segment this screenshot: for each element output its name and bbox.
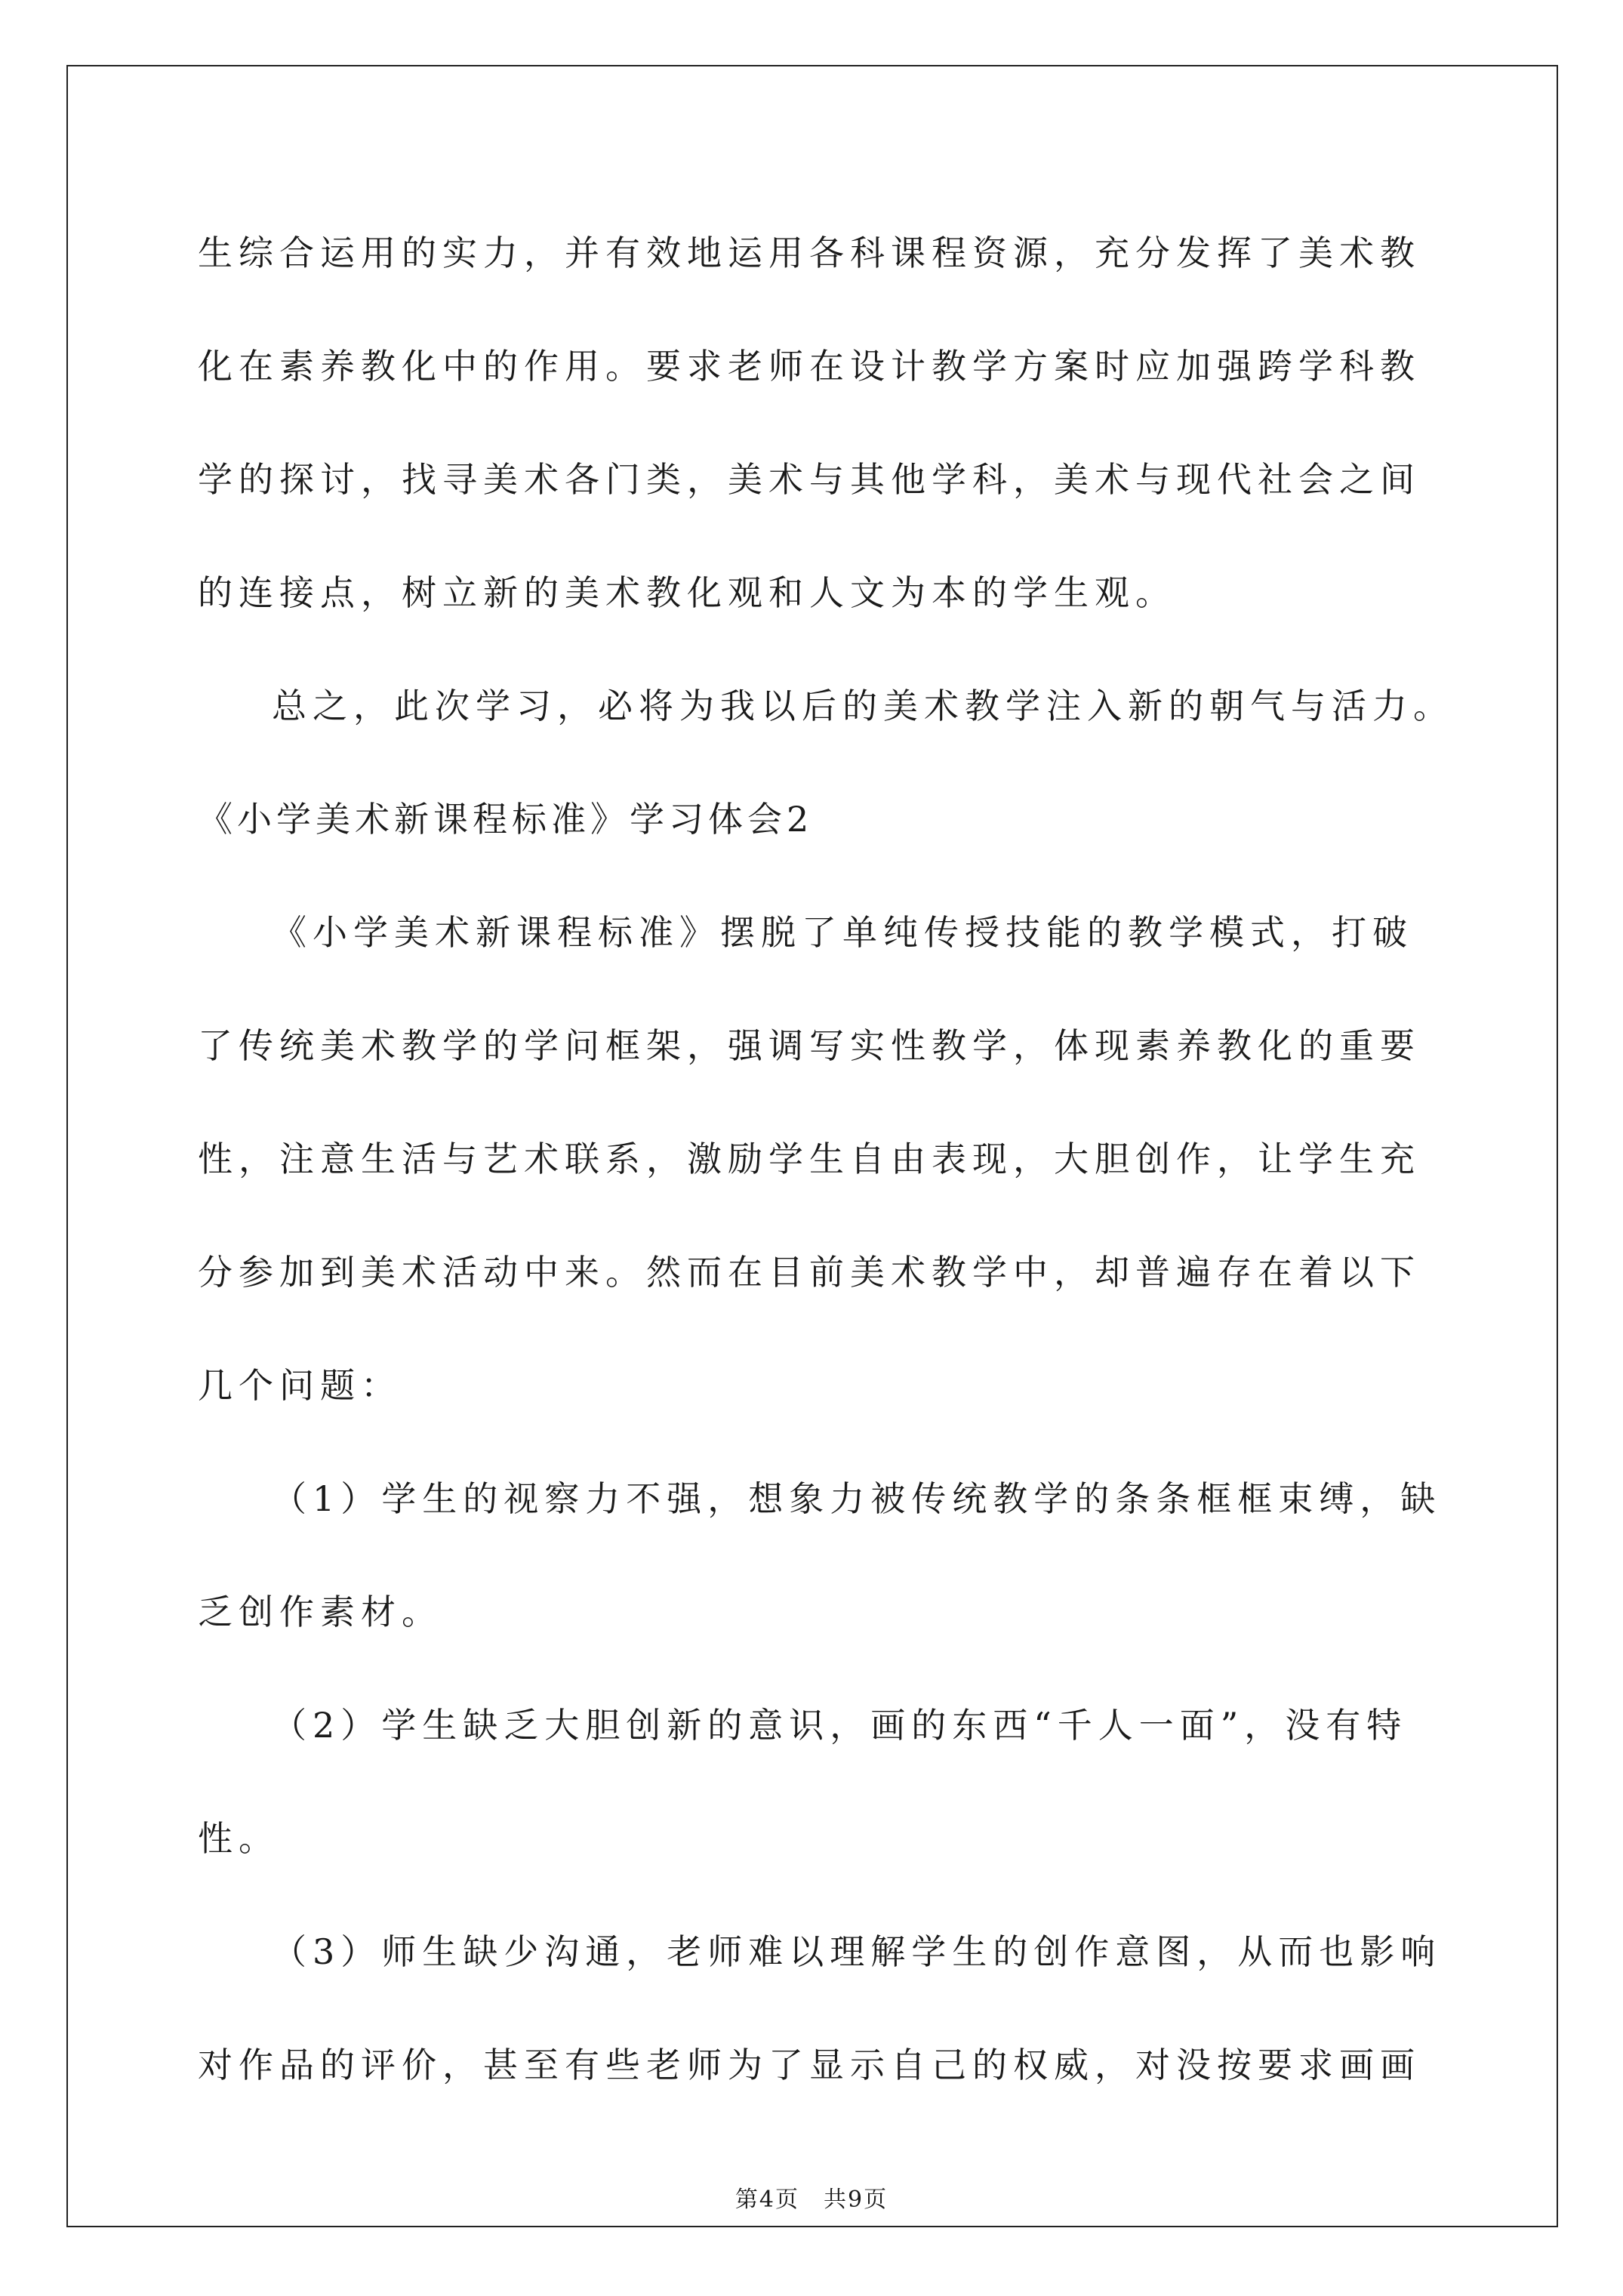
body-line-8: 了传统美术教学的学问框架，强调写实性教学，体现素养教化的重要 [198, 1025, 1421, 1066]
list-item-3-cont: 对作品的评价，甚至有些老师为了显示自己的权威，对没按要求画画 [198, 2045, 1421, 2085]
body-line-9: 性，注意生活与艺术联系，激励学生自由表现，大胆创作，让学生充 [198, 1139, 1421, 1179]
section-heading: 《小学美术新课程标准》学习体会2 [198, 799, 814, 840]
body-line-7: 《小学美术新课程标准》摆脱了单纯传授技能的教学模式，打破 [272, 912, 1413, 953]
list-item-3: （3）师生缺少沟通，老师难以理解学生的创作意图，从而也影响 [272, 1931, 1442, 1972]
list-item-1: （1）学生的视察力不强，想象力被传统教学的条条框框束缚，缺 [272, 1478, 1442, 1519]
body-line-1: 生综合运用的实力，并有效地运用各科课程资源，充分发挥了美术教 [198, 233, 1421, 273]
body-line-10: 分参加到美术活动中来。然而在目前美术教学中，却普遍存在着以下 [198, 1252, 1421, 1293]
page-number-footer: 第4页 共9页 [735, 2187, 888, 2213]
body-line-2: 化在素养教化中的作用。要求老师在设计教学方案时应加强跨学科教 [198, 346, 1421, 387]
list-item-2: （2）学生缺乏大胆创新的意识，画的东西“千人一面”，没有特 [272, 1705, 1408, 1746]
list-item-1-cont: 乏创作素材。 [198, 1592, 442, 1632]
list-item-2-cont: 性。 [198, 1818, 279, 1859]
body-line-11: 几个问题： [198, 1365, 402, 1406]
body-line-3: 学的探讨，找寻美术各门类，美术与其他学科，美术与现代社会之间 [198, 459, 1421, 500]
conclusion-paragraph: 总之，此次学习，必将为我以后的美术教学注入新的朝气与活力。 [272, 686, 1454, 726]
body-line-4: 的连接点，树立新的美术教化观和人文为本的学生观。 [198, 572, 1176, 613]
